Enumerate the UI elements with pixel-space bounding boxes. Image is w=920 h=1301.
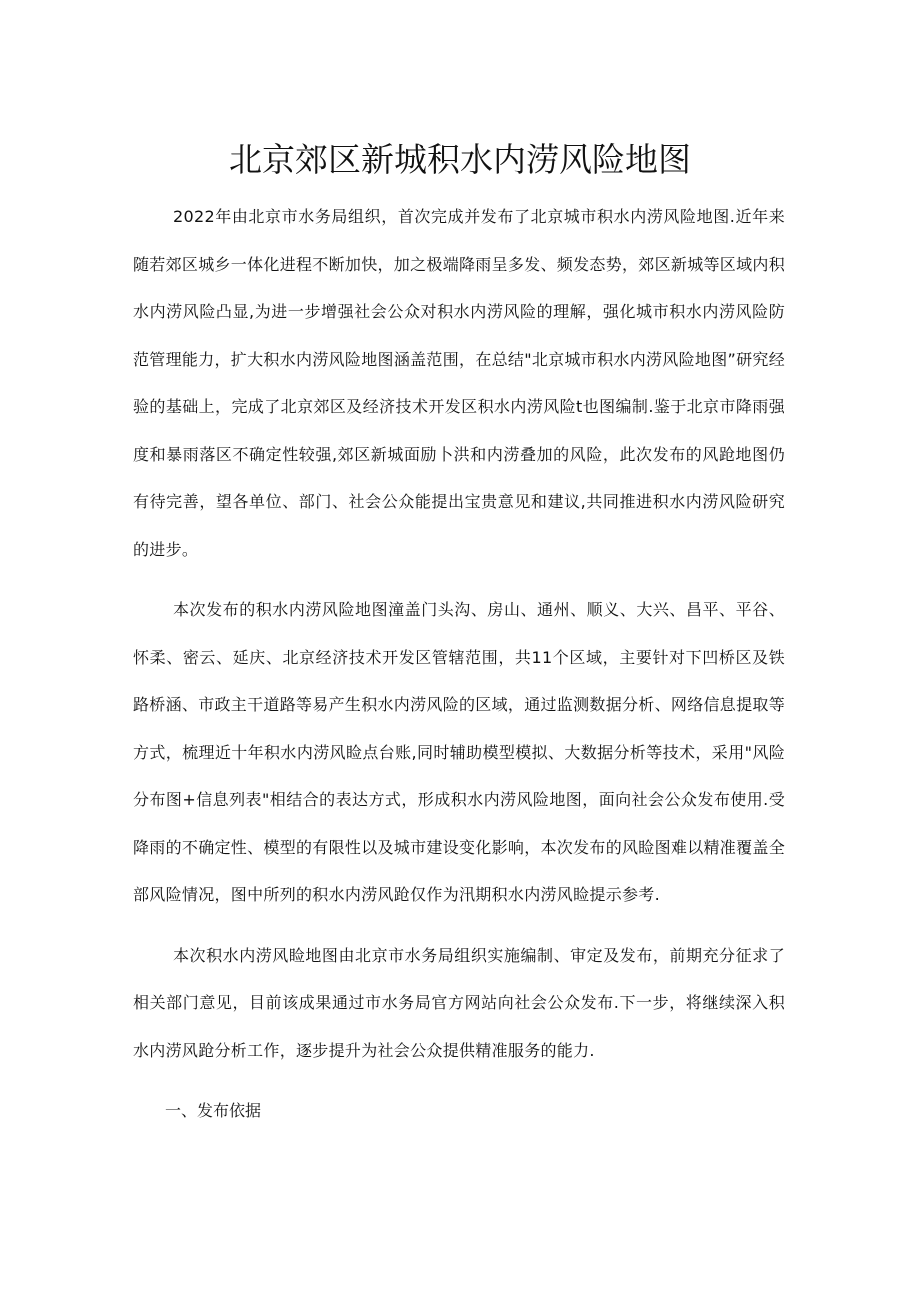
paragraph-intro: 2022年由北京市水务局组织，首次完成并发布了北京城市积水内涝风险地图.近年来随若郊区城乡一体化进程不断加快，加之极端降雨呈多发、频发态势，郊区新城等区域内积水内涝风险凸显,为进一步增强社会公众对积水内涝风险的理解，强化城市积水内涝风险防范管理能力，扩大积水内涝风险地图涵盖范围，在总结"北京城市积水内涝风险地图”研究经验的基础上，完成了北京郊区及经济技术开发区积水内涝风险t也图编制.鉴于北京市降雨强度和暴雨落区不确定性较强,郊区新城面励卜洪和内涝叠加的风险，此次发布的风跄地图仍有待完善，望各单位、部门、社会公众能提出宝贵意见和建议,共同推进积水内涝风险研究的进步。 bbox=[133, 207, 786, 559]
page-title: 北京郊区新城积水内涝风险地图 bbox=[229, 140, 691, 179]
document-body bbox=[133, 193, 785, 1135]
paragraph-publication: 本次积水内涝风睑地图由北京市水务局组织实施编制、审定及发布，前期充分征求了相关部门意见，目前该成果通过市水务局官方网站向社会公众发布.下一步，将继续深入积水内涝风跄分析工作，逐步提升为社会公众提供精准服务的能力. bbox=[133, 945, 785, 1060]
paragraph-coverage: 本次发布的积水内涝风险地图潼盖门头沟、房山、通州、顺义、大兴、昌平、平谷、怀柔、密云、延庆、北京经济技术开发区管辖范围，共11个区域，主要针对下凹桥区及铁路桥涵、市政主干道路等易产生积水内涝风险的区域，通过监测数据分析、网络信息提取等方式，梳理近十年积水内涝风睑点台账,同时辅助模型模拟、大数据分析等技术，采用"风险分布图+信息列表"相结合的表达方式，形成积水内涝风险地图，面向社会公众发布使用.受降雨的不确定性、模型的有限性以及城市建设变化影响，本次发布的风睑图难以精准覆盖全部风险情况，图中所列的积水内涝风跄仅作为汛期积水内涝风睑提示参考. bbox=[133, 600, 786, 904]
section-heading: 一、发布依据 bbox=[165, 1101, 262, 1120]
